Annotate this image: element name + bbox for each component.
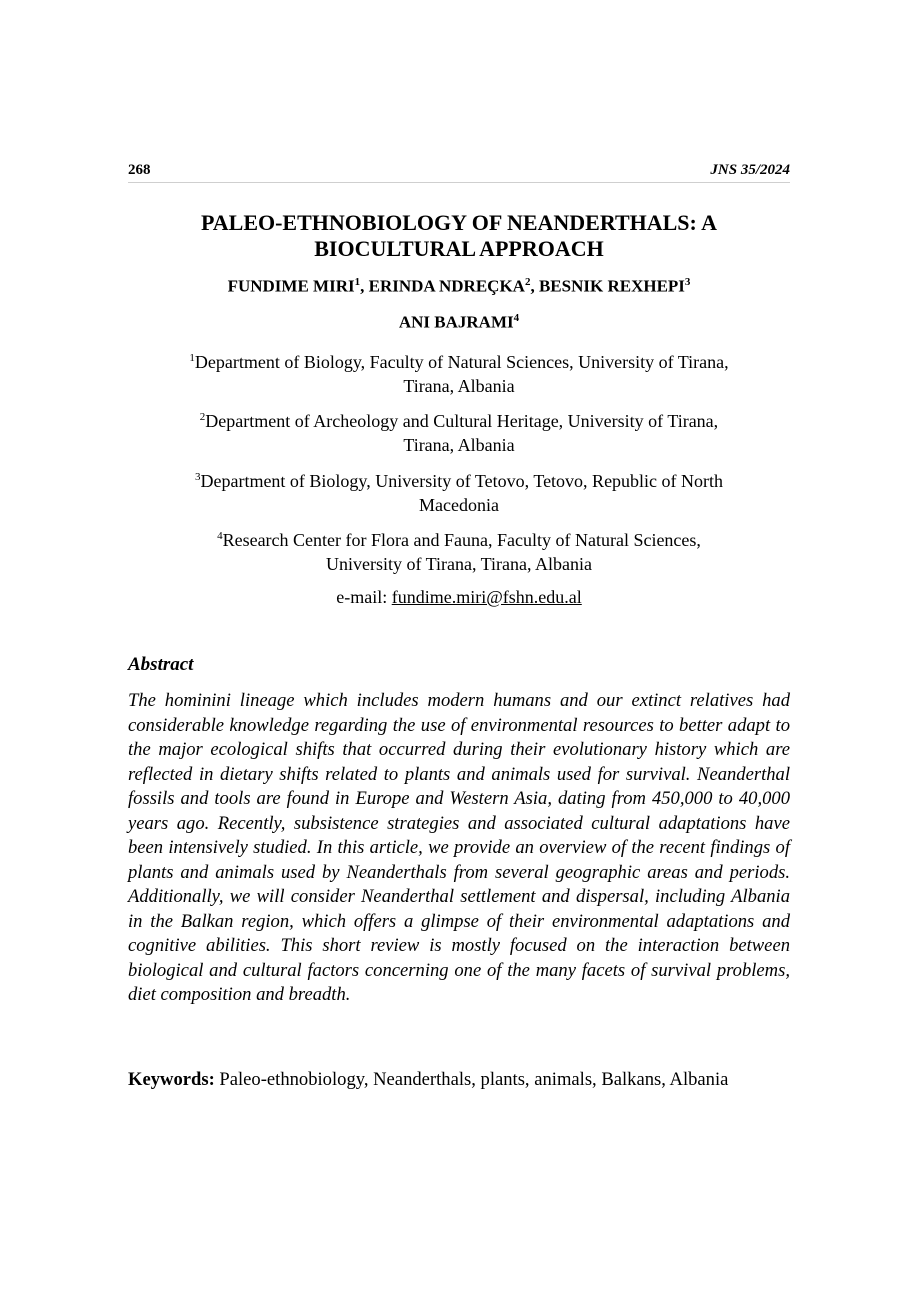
contact-email <box>128 585 790 609</box>
affiliation-line: Macedonia <box>419 495 499 515</box>
affiliation-sup: 2 <box>199 411 206 423</box>
title-line-2: BIOCULTURAL APPROACH <box>314 236 604 261</box>
abstract-text: The hominini lineage which includes modern humans and our extinct relatives had considerable knowledge regarding the use of environmental resources to better adapt to the major ecological shifts that occurred during their evolutionary history which are reflected in dietary shifts related to plants and animals used for survival. Neanderthal fossils and tools are found in Europe and Western Asia, dating from 450,000 to 40,000 years ago. Recently, subsistence strategies and associated cultural adaptations have been intensively studied. In this article, we provide an overview of the recent findings of plants and animals used by Neanderthals from several geographic areas and periods. Additionally, we will consider Neanderthal settlement and dispersal, including Albania in the Balkan region, which offers a glimpse of their environmental adaptations and cognitive abilities. This short review is mostly focused on the interaction between biological and cultural factors concerning one of the many facets of survival problems, diet composition and breadth. <box>128 690 790 1005</box>
journal-issue: JNS 35/2024 <box>710 162 790 178</box>
email-label: e-mail: <box>336 587 392 607</box>
affiliation-line: Department of Biology, Faculty of Natural Sciences, University of Tirana, <box>194 352 729 372</box>
page-number: 268 <box>128 162 151 178</box>
author-sup: 1 <box>354 276 361 288</box>
author-sup: 3 <box>684 276 691 288</box>
author-list-line-2 <box>128 312 790 333</box>
affiliation-line: Tirana, Albania <box>403 376 515 396</box>
affiliation-sup: 4 <box>217 530 223 542</box>
affiliation-sup: 3 <box>194 471 201 483</box>
author-name: FUNDIME MIRI <box>227 276 355 296</box>
author-name: ERINDA NDREÇKA <box>368 276 525 296</box>
affiliation-sup: 1 <box>189 352 195 364</box>
affiliation-line: University of Tirana, Tirana, Albania <box>326 554 592 574</box>
author-name: BESNIK REXHEPI <box>538 276 685 296</box>
keywords-text: Paleo-ethnobiology, Neanderthals, plants, animals, Balkans, Albania <box>214 1069 729 1090</box>
affiliation-line: Department of Archeology and Cultural Heritage, University of Tirana, <box>205 411 719 431</box>
paper-title <box>128 210 790 262</box>
affiliation <box>128 346 790 398</box>
affiliation-line: Department of Biology, University of Tetovo, Tetovo, Republic of North <box>200 471 724 491</box>
author-list <box>128 276 790 297</box>
author-name: ANI BAJRAMI <box>398 312 514 332</box>
author-sep: , <box>360 276 369 296</box>
author-sup: 2 <box>524 276 531 288</box>
keywords <box>128 1068 790 1093</box>
affiliation-line: Tirana, Albania <box>403 435 515 455</box>
keywords-label: Keywords: <box>128 1069 215 1090</box>
affiliation <box>128 465 790 517</box>
affiliation <box>128 524 790 576</box>
affiliation-line: Research Center for Flora and Fauna, Faculty of Natural Sciences, <box>222 530 701 550</box>
abstract-heading: Abstract <box>128 654 194 675</box>
running-header <box>128 160 790 183</box>
title-line-1: PALEO-ETHNOBIOLOGY OF NEANDERTHALS: A <box>200 210 718 235</box>
author-sup: 4 <box>513 312 520 324</box>
email-link[interactable]: fundime.miri@fshn.edu.al <box>391 587 582 607</box>
affiliation <box>128 405 790 457</box>
author-sep: , <box>530 276 539 296</box>
